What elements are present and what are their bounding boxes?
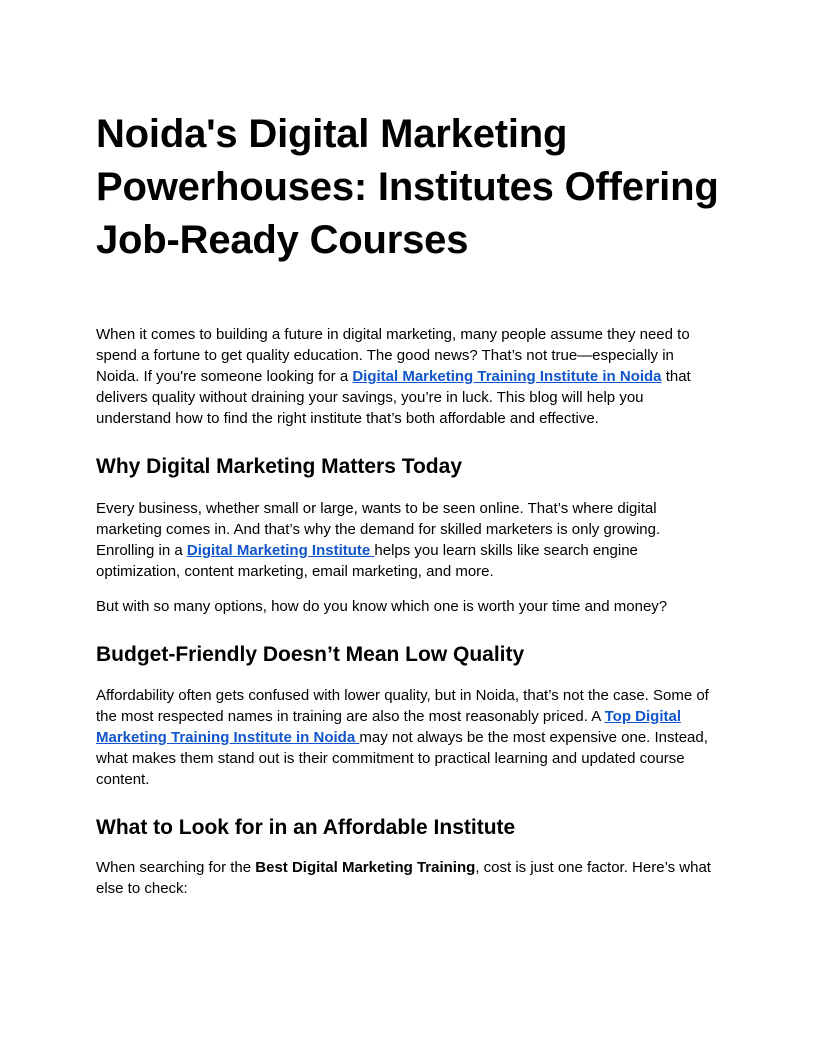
intro-text-1: When it comes to building a future in digital marketing, many people assume they need to spend a fortune to get quality education. The good news? That’s not true—especially in Noida. If you're someone looking for a — [96, 326, 690, 385]
digital-marketing-institute-link[interactable]: Digital Marketing Institute — [186, 542, 375, 559]
section-1-paragraph-2: But with so many options, how do you know which one is worth your time and money? — [96, 598, 668, 615]
intro-paragraph — [96, 324, 720, 429]
intro-text-2: that delivers quality without draining your savings, you’re in luck. This blog will help you understand how to find the right institute that’s both affordable and effective. — [96, 368, 691, 427]
section-2-text-2: may not always be the most expensive one. Instead, what makes them stand out is their commitment to practical learning and updated course content. — [96, 729, 708, 788]
section-1-paragraph-1 — [96, 498, 720, 582]
document-page — [96, 108, 720, 899]
section-heading-what-to-look-for: What to Look for in an Affordable Institute — [96, 816, 516, 839]
digital-marketing-training-institute-noida-link[interactable]: Digital Marketing Training Institute in Noida — [352, 368, 662, 385]
section-3-text-1: When searching for the — [96, 859, 256, 876]
section-heading-why-digital-marketing: Why Digital Marketing Matters Today — [96, 455, 462, 478]
page-title: Noida's Digital Marketing Powerhouses: Institutes Offering Job-Ready Courses — [96, 112, 719, 262]
section-2-text-1: Affordability often gets confused with lower quality, but in Noida, that’s not the case. Some of the most respected names in training are also the most reasonably priced. A — [96, 687, 709, 725]
section-3-paragraph-1 — [96, 857, 720, 899]
best-digital-marketing-training-bold: Best Digital Marketing Training — [255, 859, 476, 876]
section-2-paragraph-1 — [96, 685, 720, 790]
section-heading-budget-friendly: Budget-Friendly Doesn’t Mean Low Quality — [96, 643, 525, 666]
section-1-text-2: helps you learn skills like search engine optimization, content marketing, email marketing, and more. — [96, 542, 638, 580]
top-digital-marketing-training-institute-link[interactable]: Top Digital Marketing Training Institute in Noida — [96, 708, 681, 746]
section-1-text-1: Every business, whether small or large, wants to be seen online. That’s where digital marketing comes in. And that’s why the demand for skilled marketers is only growing. Enrolling in a — [96, 500, 661, 559]
section-3-text-2: , cost is just one factor. Here’s what else to check: — [96, 859, 711, 897]
